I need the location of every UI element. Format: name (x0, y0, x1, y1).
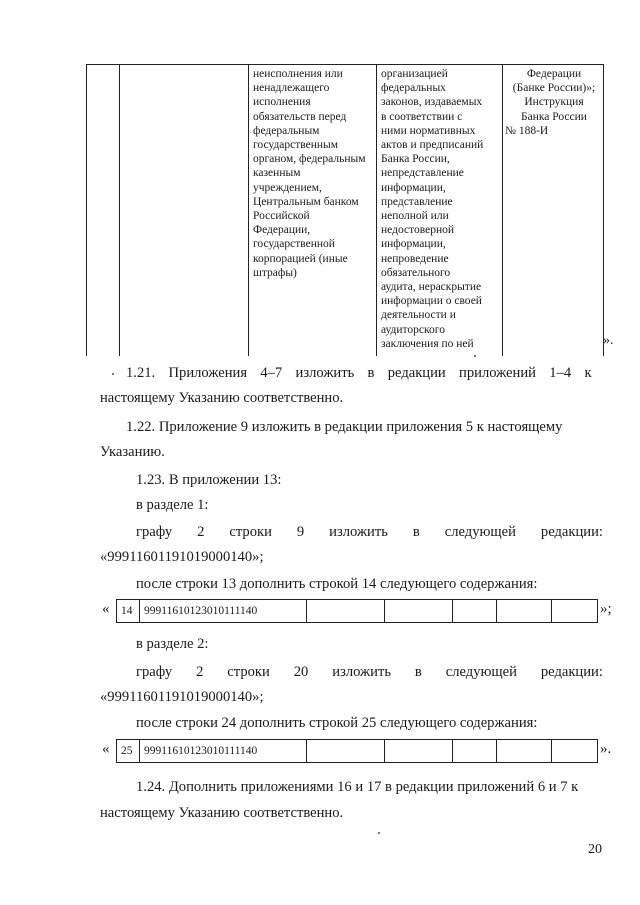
table-cell-description: неисполнения или ненадлежащего исполнения обязательств перед федеральным государственным органом, федеральным казенным учреждением, Центральным банком Российской Федерации, государственной корпорацией (иные штрафы) (253, 68, 366, 279)
table-cell-reference: Федерации (Банке России)»; Инструкция Банка России № 188-И (505, 68, 596, 137)
section-2-code: «99911601191019000140»; (100, 689, 264, 705)
paragraph-1-23: 1.23. В приложении 13: (136, 472, 282, 488)
empty-cell (552, 740, 597, 762)
empty-cell (497, 600, 552, 622)
paragraph-1-21-line2: настоящему Указанию соответственно. (100, 390, 344, 406)
section-2-title: в разделе 2: (136, 636, 209, 652)
row-14-open-quote: « (102, 601, 110, 617)
paragraph-1-21-line1: 1.21. Приложения 4–7 изложить в редакции приложений 1–4 к (126, 365, 592, 381)
scan-speck (378, 832, 380, 834)
section-1-title: в разделе 1: (136, 497, 209, 513)
table-column-divider (119, 65, 120, 356)
inserted-row-14 (116, 599, 598, 623)
empty-cell (385, 740, 453, 762)
paragraph-1-22-line2: Указанию. (100, 444, 165, 460)
scan-speck (474, 355, 476, 357)
section-1-instruction: графу 2 строки 9 изложить в следующей редакции: (136, 524, 603, 540)
section-2-add-row-text: после строки 24 дополнить строкой 25 следующего содержания: (136, 715, 538, 731)
scan-speck (112, 373, 114, 375)
empty-cell (307, 600, 385, 622)
section-2-instruction: графу 2 строки 20 изложить в следующей редакции: (136, 664, 603, 680)
row-14-close-quote: »; (600, 601, 612, 617)
row-code-cell: 99911610123010111140 (140, 600, 307, 622)
empty-cell (385, 600, 453, 622)
row-25-close-quote: ». (600, 741, 612, 757)
page-number: 20 (588, 842, 602, 857)
inserted-row-25 (116, 739, 598, 763)
section-1-code: «99911601191019000140»; (100, 549, 264, 565)
table-column-divider (248, 65, 249, 356)
empty-cell (307, 740, 385, 762)
row-number-cell: 14 (117, 600, 140, 622)
paragraph-1-24-line1: 1.24. Дополнить приложениями 16 и 17 в редакции приложений 6 и 7 к (136, 779, 579, 795)
empty-cell (453, 600, 497, 622)
table-cell-violation: организацией федеральных законов, издаваемых в соответствии с ними нормативных актов и предписаний Банка России, непредставление информации, представление неполной или недостоверной информации, непроведение обязательного аудита, нераскрытие информации о своей деятельности и аудиторского заключения по ней (381, 68, 484, 350)
table-column-divider (376, 65, 377, 356)
empty-cell (497, 740, 552, 762)
empty-cell (453, 740, 497, 762)
section-1-add-row-text: после строки 13 дополнить строкой 14 следующего содержания: (136, 576, 538, 592)
row-code-cell: 99911610123010111140 (140, 740, 307, 762)
empty-cell (552, 600, 597, 622)
table-column-divider (502, 65, 503, 356)
row-number-cell: 25 (117, 740, 140, 762)
continuation-table (86, 64, 604, 356)
paragraph-1-22-line1: 1.22. Приложение 9 изложить в редакции приложения 5 к настоящему (126, 419, 563, 435)
row-25-open-quote: « (102, 741, 110, 757)
paragraph-1-24-line2: настоящему Указанию соответственно. (100, 805, 344, 821)
table-closing-quote: ». (603, 333, 614, 348)
